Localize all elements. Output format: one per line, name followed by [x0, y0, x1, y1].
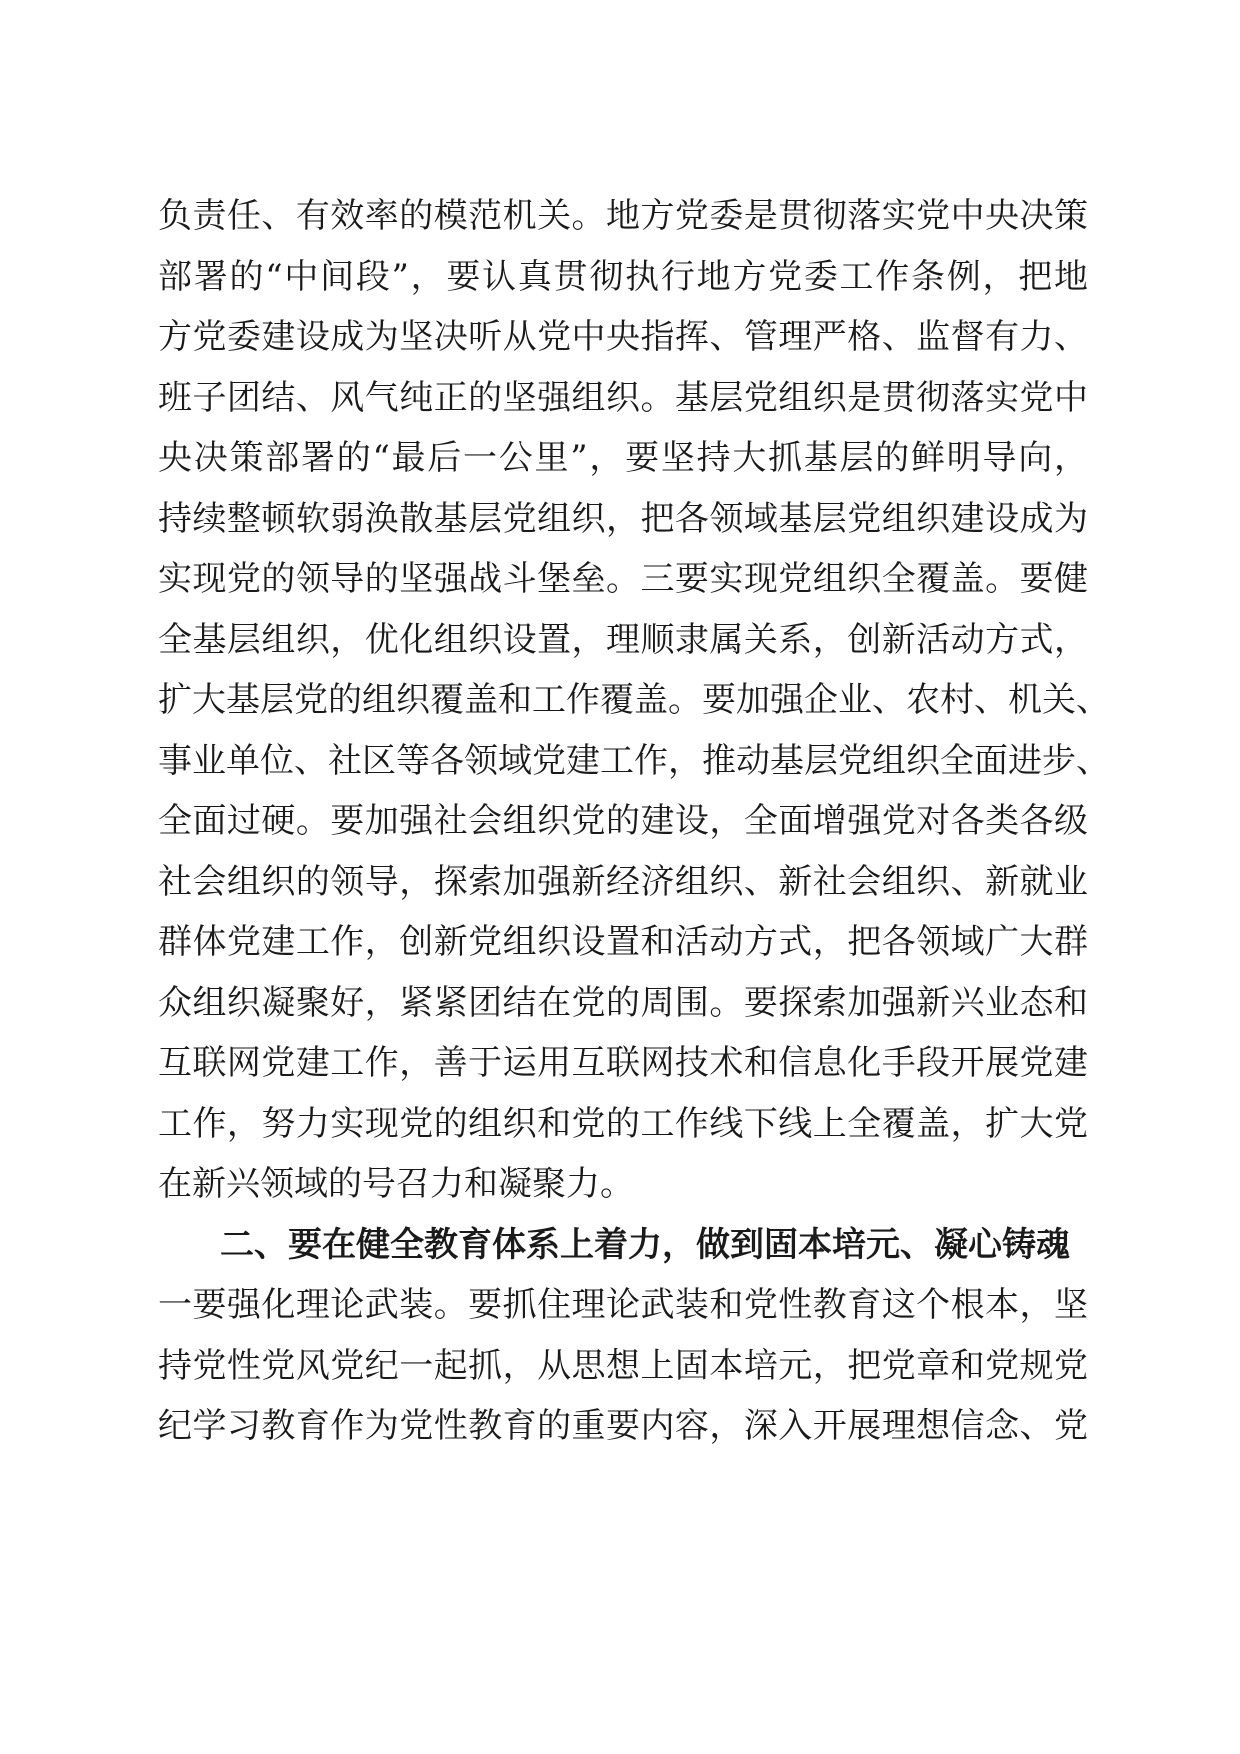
text-line: 全面过硬。要加强社会组织党的建设，全面增强党对各类各级 [158, 801, 1088, 841]
text-line: 持党性党风党纪一起抓，从思想上固本培元，把党章和党规党 [158, 1345, 1088, 1386]
text-line: 纪学习教育作为党性教育的重要内容，深入开展理想信念、党 [158, 1406, 1088, 1446]
text-line: 工作，努力实现党的组织和党的工作线下线上全覆盖，扩大党 [158, 1103, 1088, 1144]
text-line: 群体党建工作，创新党组织设置和活动方式，把各领域广大群 [158, 922, 1088, 962]
paragraph-continued [158, 186, 1110, 1215]
document-body [158, 186, 1110, 1457]
text-line: 众组织凝聚好，紧紧团结在党的周围。要探索加强新兴业态和 [158, 982, 1088, 1023]
text-line: 在新兴领域的号召力和凝聚力。 [158, 1164, 634, 1204]
text-line: 持续整顿软弱涣散基层党组织，把各领域基层党组织建设成为 [158, 498, 1088, 539]
section-heading: 二、要在健全教育体系上着力，做到固本培元、凝心铸魂 [220, 1224, 1070, 1265]
paragraph-section-two [158, 1275, 1088, 1457]
text-line: 一要强化理论武装。要抓住理论武装和党性教育这个根本，坚 [158, 1285, 1088, 1325]
text-line: 事业单位、社区等各领域党建工作，推动基层党组织全面进步、 [158, 740, 1110, 781]
text-line: 全基层组织，优化组织设置，理顺隶属关系，创新活动方式， [158, 619, 1088, 660]
text-line: 班子团结、风气纯正的坚强组织。基层党组织是贯彻落实党中 [158, 377, 1088, 418]
text-line: 方党委建设成为坚决听从党中央指挥、管理严格、监督有力、 [158, 317, 1088, 357]
text-line: 互联网党建工作，善于运用互联网技术和信息化手段开展党建 [158, 1043, 1088, 1083]
text-line: 负责任、有效率的模范机关。地方党委是贯彻落实党中央决策 [158, 196, 1088, 236]
text-line: 实现党的领导的坚强战斗堡垒。三要实现党组织全覆盖。要健 [158, 559, 1088, 599]
text-line: 扩大基层党的组织覆盖和工作覆盖。要加强企业、农村、机关、 [158, 680, 1110, 720]
text-line: 社会组织的领导，探索加强新经济组织、新社会组织、新就业 [158, 861, 1088, 902]
text-line: 部署的“中间段”，要认真贯彻执行地方党委工作条例，把地 [158, 256, 1088, 297]
text-line: 央决策部署的“最后一公里”，要坚持大抓基层的鲜明导向， [158, 438, 1088, 478]
